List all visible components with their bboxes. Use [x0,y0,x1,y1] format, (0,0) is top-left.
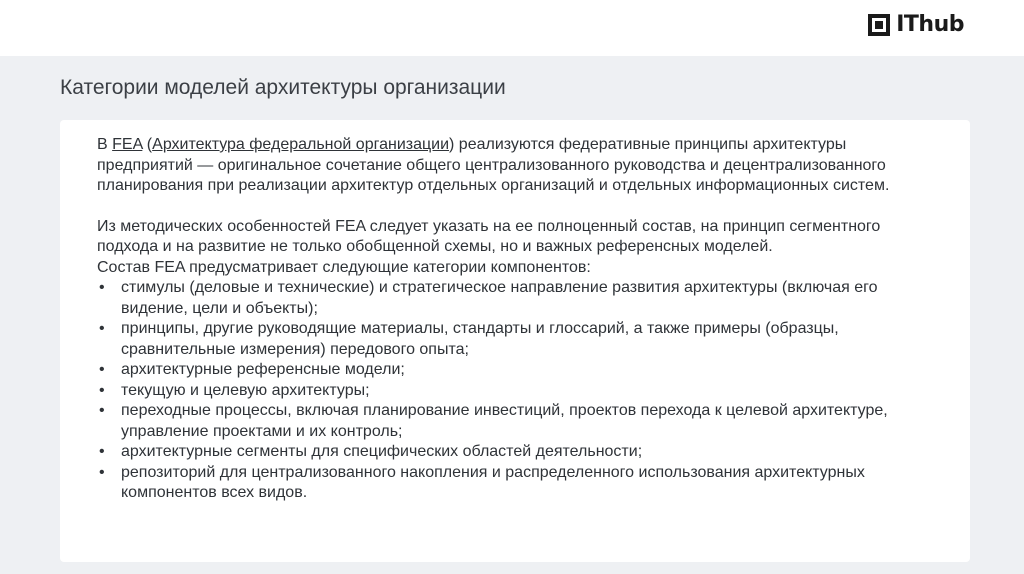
paragraph-intro [97,135,937,197]
bullet-marker: • [99,320,105,337]
list-item [97,381,937,402]
intro-prefix: В [97,136,113,153]
list-item-text: стимулы (деловые и технические) и стратегическое направление развития архитектуры (включая его видение, цели и объекты); [121,279,878,317]
list-item-text: принципы, другие руководящие материалы, стандарты и глоссарий, а также примеры (образцы, сравнительные измерения) передового опыта; [121,320,839,358]
slide-body [97,135,937,504]
list-item-text: репозиторий для централизованного накопления и распределенного использования архитектурных компонентов всех видов. [121,463,865,501]
paragraph-components-intro: Состав FEA предусматривает следующие категории компонентов: [97,258,591,276]
slide-area [0,56,1024,574]
content-card [60,120,970,562]
slide-title: Категории моделей архитектуры организации [60,76,506,99]
list-item [97,463,937,504]
list-item [97,360,937,381]
list-item [97,442,937,463]
logo-text: IThub [896,12,964,37]
list-item-text: переходные процессы, включая планирование инвестиций, проектов перехода к целевой архитектуре, управление проектами и их контроль; [121,402,888,440]
list-item [97,401,937,442]
fea-full-name: Архитектура федеральной организации [152,136,450,153]
fea-abbreviation: FEA [112,136,143,153]
brand-logo [868,12,964,37]
list-item-text: текущую и целевую архитектуры; [121,381,370,399]
bullet-marker: • [99,381,105,399]
bullet-marker: • [99,463,105,481]
logo-square-icon [868,14,890,36]
bullet-marker: • [99,279,105,296]
intro-open-paren: ( [142,136,153,153]
list-item-text: архитектурные референсные модели; [121,361,405,378]
bullet-marker: • [99,361,105,378]
top-bar [0,0,1024,56]
bullet-marker: • [99,402,105,419]
bullet-marker: • [99,443,105,460]
list-item-text: архитектурные сегменты для специфических областей деятельности; [121,443,643,460]
list-item [97,319,937,360]
components-list [97,278,937,504]
list-item [97,278,937,319]
intro-rest: ) реализуются федеративные принципы архитектуры предприятий — оригинальное сочетание общего централизованного руководства и децентрализованного планирования при реализации архитектур отдельных организаций и отдельных информационных систем. [97,136,890,194]
paragraph-features: Из методических особенностей FEA следует указать на ее полноценный состав, на принцип сегментного подхода и на развитие не только обобщенной схемы, но и важных референсных моделей. [97,217,881,255]
